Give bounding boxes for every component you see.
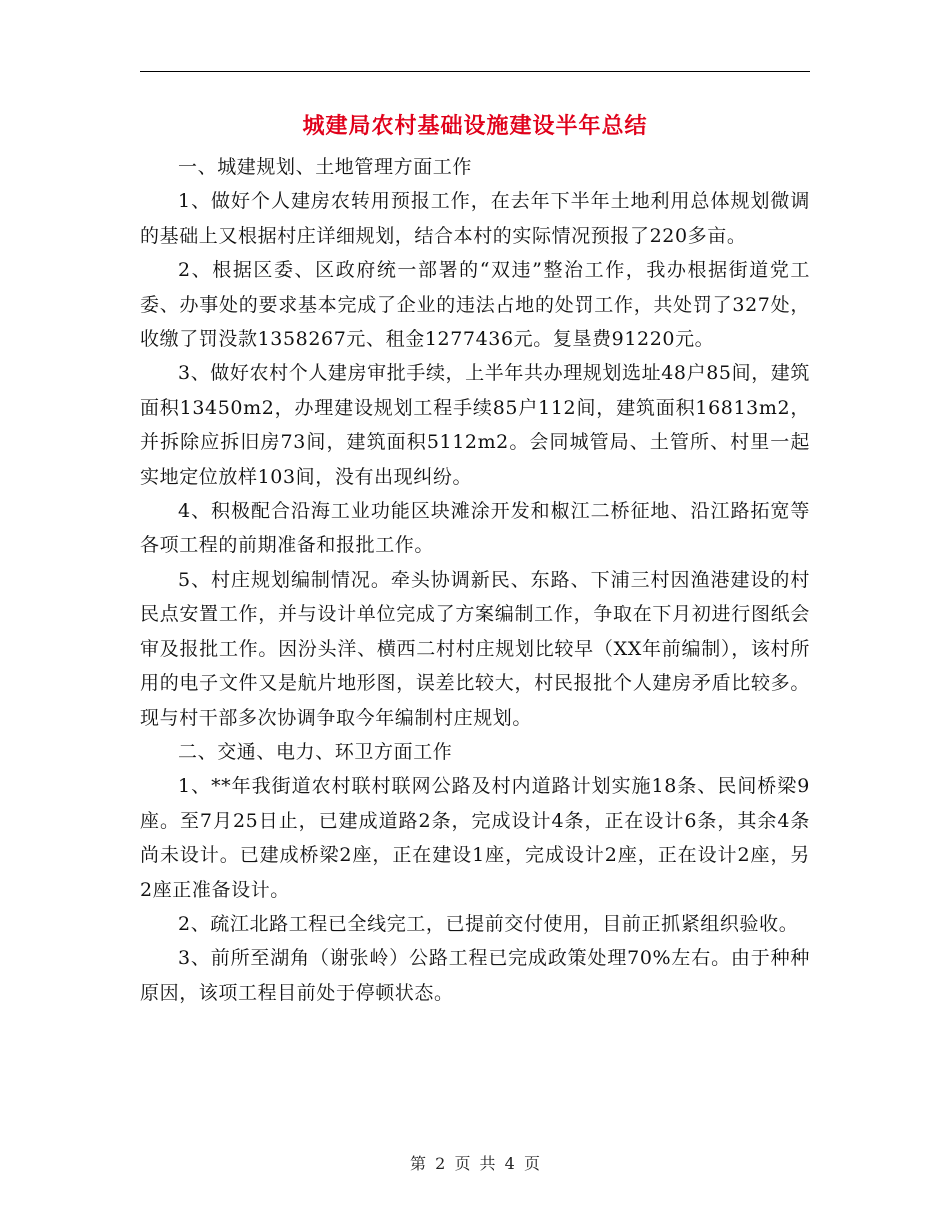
paragraph: 2、根据区委、区政府统一部署的“双违”整治工作，我办根据街道党工委、办事处的要求基本完成了企业的违法占地的处罚工作，共处罚了327处，收缴了罚没款1358267元、租金1277436元。复垦费91220元。: [140, 259, 810, 351]
paragraph: 4、积极配合沿海工业功能区块滩涂开发和椒江二桥征地、沿江路拓宽等各项工程的前期准备和报批工作。: [140, 500, 810, 557]
header-rule: [140, 71, 810, 72]
footer-page-unit: 页: [454, 1154, 471, 1173]
paragraph: 3、做好农村个人建房审批手续，上半年共办理规划选址48户85间，建筑面积13450m2，办理建设规划工程手续85户112间，建筑面积16813m2，并拆除应拆旧房73间，建筑面积5112m2。会同城管局、土管所、村里一起实地定位放样103间，没有出现纠纷。: [140, 362, 810, 488]
footer-total-prefix: 共: [479, 1154, 496, 1173]
section-heading-2: 二、交通、电力、环卫方面工作: [178, 740, 453, 763]
footer-total-unit: 页: [523, 1154, 540, 1173]
document-body: [140, 150, 810, 1010]
footer-page-number: 2: [435, 1154, 446, 1173]
footer-prefix: 第: [410, 1154, 427, 1173]
section-heading-1: 一、城建规划、土地管理方面工作: [178, 156, 473, 178]
paragraph: 1、**年我街道农村联村联网公路及村内道路计划实施18条、民间桥梁9座。至7月25日止，已建成道路2条，完成设计4条，正在设计6条，其余4条尚未设计。已建成桥梁2座，正在建设1座，完成设计2座，正在设计2座，另2座正准备设计。: [140, 775, 810, 901]
page-footer: [0, 1152, 950, 1176]
document-title: 城建局农村基础设施建设半年总结: [302, 113, 648, 139]
paragraph: 5、村庄规划编制情况。牵头协调新民、东路、下浦三村因渔港建设的村民点安置工作，并与设计单位完成了方案编制工作，争取在下月初进行图纸会审及报批工作。因汾头洋、横西二村村庄规划比较早（XX年前编制），该村所用的电子文件又是航片地形图，误差比较大，村民报批个人建房矛盾比较多。现与村干部多次协调争取今年编制村庄规划。: [140, 568, 810, 729]
paragraph: 1、做好个人建房农转用预报工作，在去年下半年土地利用总体规划微调的基础上又根据村庄详细规划，结合本村的实际情况预报了220多亩。: [140, 190, 810, 247]
paragraph: 3、前所至湖角（谢张岭）公路工程已完成政策处理70%左右。由于种种原因，该项工程目前处于停顿状态。: [140, 947, 810, 1004]
paragraph: 2、疏江北路工程已全线完工，已提前交付使用，目前正抓紧组织验收。: [178, 912, 799, 935]
footer-total-pages: 4: [504, 1154, 515, 1173]
